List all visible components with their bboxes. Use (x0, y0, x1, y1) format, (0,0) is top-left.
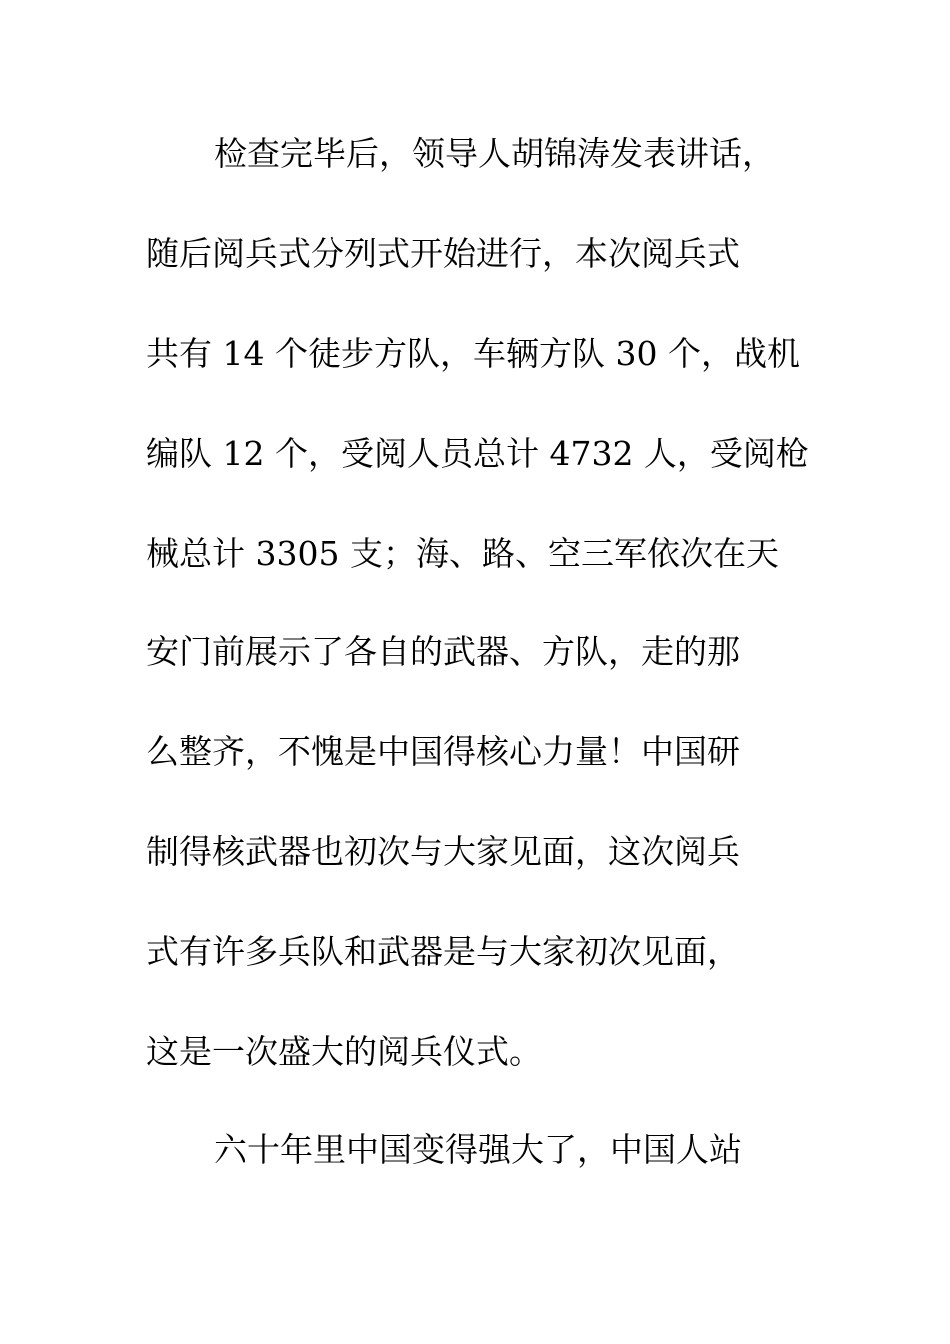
paragraph-1-line-4: 编队 12 个，受阅人员总计 4732 人，受阅枪 (146, 434, 809, 473)
paragraph-1-line-7: 么整齐，不愧是中国得核心力量！中国研 (146, 732, 740, 771)
paragraph-1-line-1: 检查完毕后，领导人胡锦涛发表讲话， (214, 134, 775, 173)
paragraph-1-line-5: 械总计 3305 支；海、路、空三军依次在天 (146, 534, 779, 573)
paragraph-1-line-10: 这是一次盛大的阅兵仪式。 (146, 1032, 542, 1071)
paragraph-1-line-8: 制得核武器也初次与大家见面，这次阅兵 (146, 832, 740, 871)
paragraph-1-line-3: 共有 14 个徒步方队，车辆方队 30 个，战机 (146, 334, 800, 373)
paragraph-1-line-9: 式有许多兵队和武器是与大家初次见面， (146, 932, 740, 971)
paragraph-1-line-2: 随后阅兵式分列式开始进行，本次阅兵式 (146, 234, 740, 273)
paragraph-2-line-1: 六十年里中国变得强大了，中国人站 (214, 1130, 742, 1169)
paragraph-1-line-6: 安门前展示了各自的武器、方队，走的那 (146, 632, 740, 671)
